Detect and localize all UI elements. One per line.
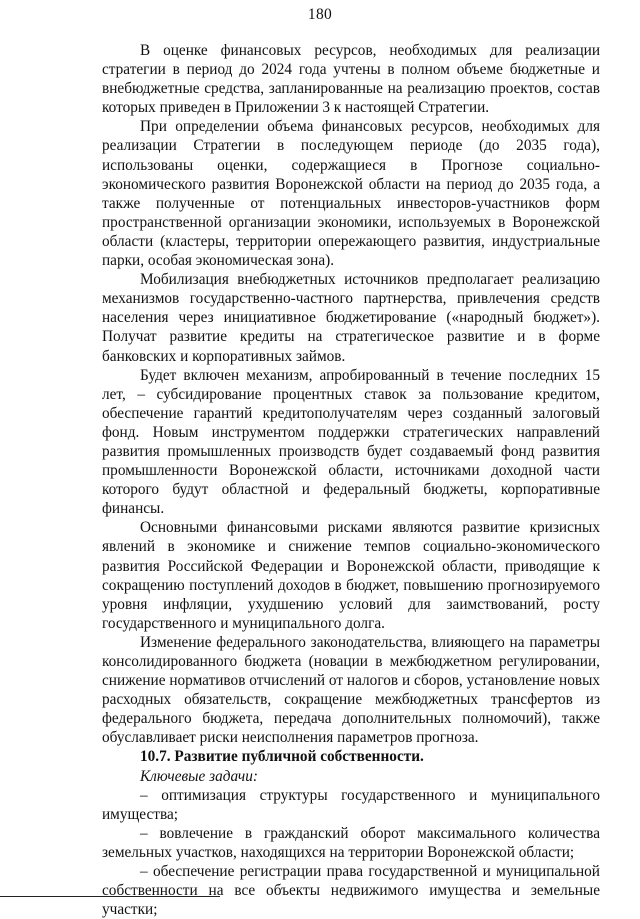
paragraph-legislation-changes: Изменение федерального законодательства, влияющего на параметры консолидированного бюджета (новации в межбюджетном регулировании, снижение нормативов отчислений от налогов и сборов, установление новых расходных обязательств, сокращение межбюджетных трансфертов из федерального бюджета, передача дополнительных полномочий), также обуславливает риски неисполнения параметров прогноза. — [102, 633, 600, 747]
footnote-divider — [0, 896, 220, 897]
section-heading: 10.7. Развитие публичной собственности. — [140, 748, 424, 766]
task-item: – оптимизация структуры государственного и муниципального имущества; — [102, 786, 600, 823]
paragraph-subsidy-mechanism: Будет включен механизм, апробированный в течение последних 15 лет, – субсидирование процентных ставок за пользование кредитом, обеспечение гарантий кредитополучателям через созданный залоговый фонд. Новым инструментом поддержки стратегических направлений развития промышленных производств будет создаваемый фонд развития промышленности Воронежской области, источниками доходной части которого будут областной и федеральный бюджеты, корпоративные финансы. — [102, 366, 600, 518]
document-body — [102, 41, 600, 919]
paragraph-extrabudgetary-sources: Мобилизация внебюджетных источников предполагает реализацию механизмов государственно-частного партнерства, привлечения средств населения через инициативное бюджетирование («народный бюджет»). Получат развитие кредиты на стратегическое развитие и в форме банковских и корпоративных займов. — [102, 271, 600, 365]
task-item: – вовлечение в гражданский оборот максимального количества земельных участков, находящихся на территории Воронежской области; — [102, 824, 600, 861]
paragraph-financial-risks: Основными финансовыми рисками являются развитие кризисных явлений в экономике и снижение темпов социально-экономического развития Российской Федерации и Воронежской области, приводящие к сокращению поступлений доходов в бюджет, повышению прогнозируемого уровня инфляции, ухудшению условий для заимствований, росту государственного и муниципального долга. — [102, 519, 600, 632]
paragraph-resource-estimation: При определении объема финансовых ресурсов, необходимых для реализации Стратегии в последующем периоде (до 2035 года), использованы оценки, содержащиеся в Прогнозе социально-экономического развития Воронежской области на период до 2035 года, а также полученные от потенциальных инвесторов-участников форм пространственной организации экономики, используемых в Воронежской области (кластеры, территории опережающего развития, индустриальные парки, особая экономическая зона). — [102, 118, 600, 270]
section-subheading: Ключевые задачи: — [140, 767, 258, 785]
task-item: – обеспечение регистрации права государственной и муниципальной собственности на все объекты недвижимого имущества и земельные участки; — [102, 863, 600, 919]
paragraph-financial-resources: В оценке финансовых ресурсов, необходимых для реализации стратегии в период до 2024 года учтены в полном объеме бюджетные и внебюджетные средства, запланированные на реализацию проектов, состав которых приведен в Приложении 3 к настоящей Стратегии. — [102, 42, 600, 117]
page-number: 180 — [307, 6, 333, 23]
